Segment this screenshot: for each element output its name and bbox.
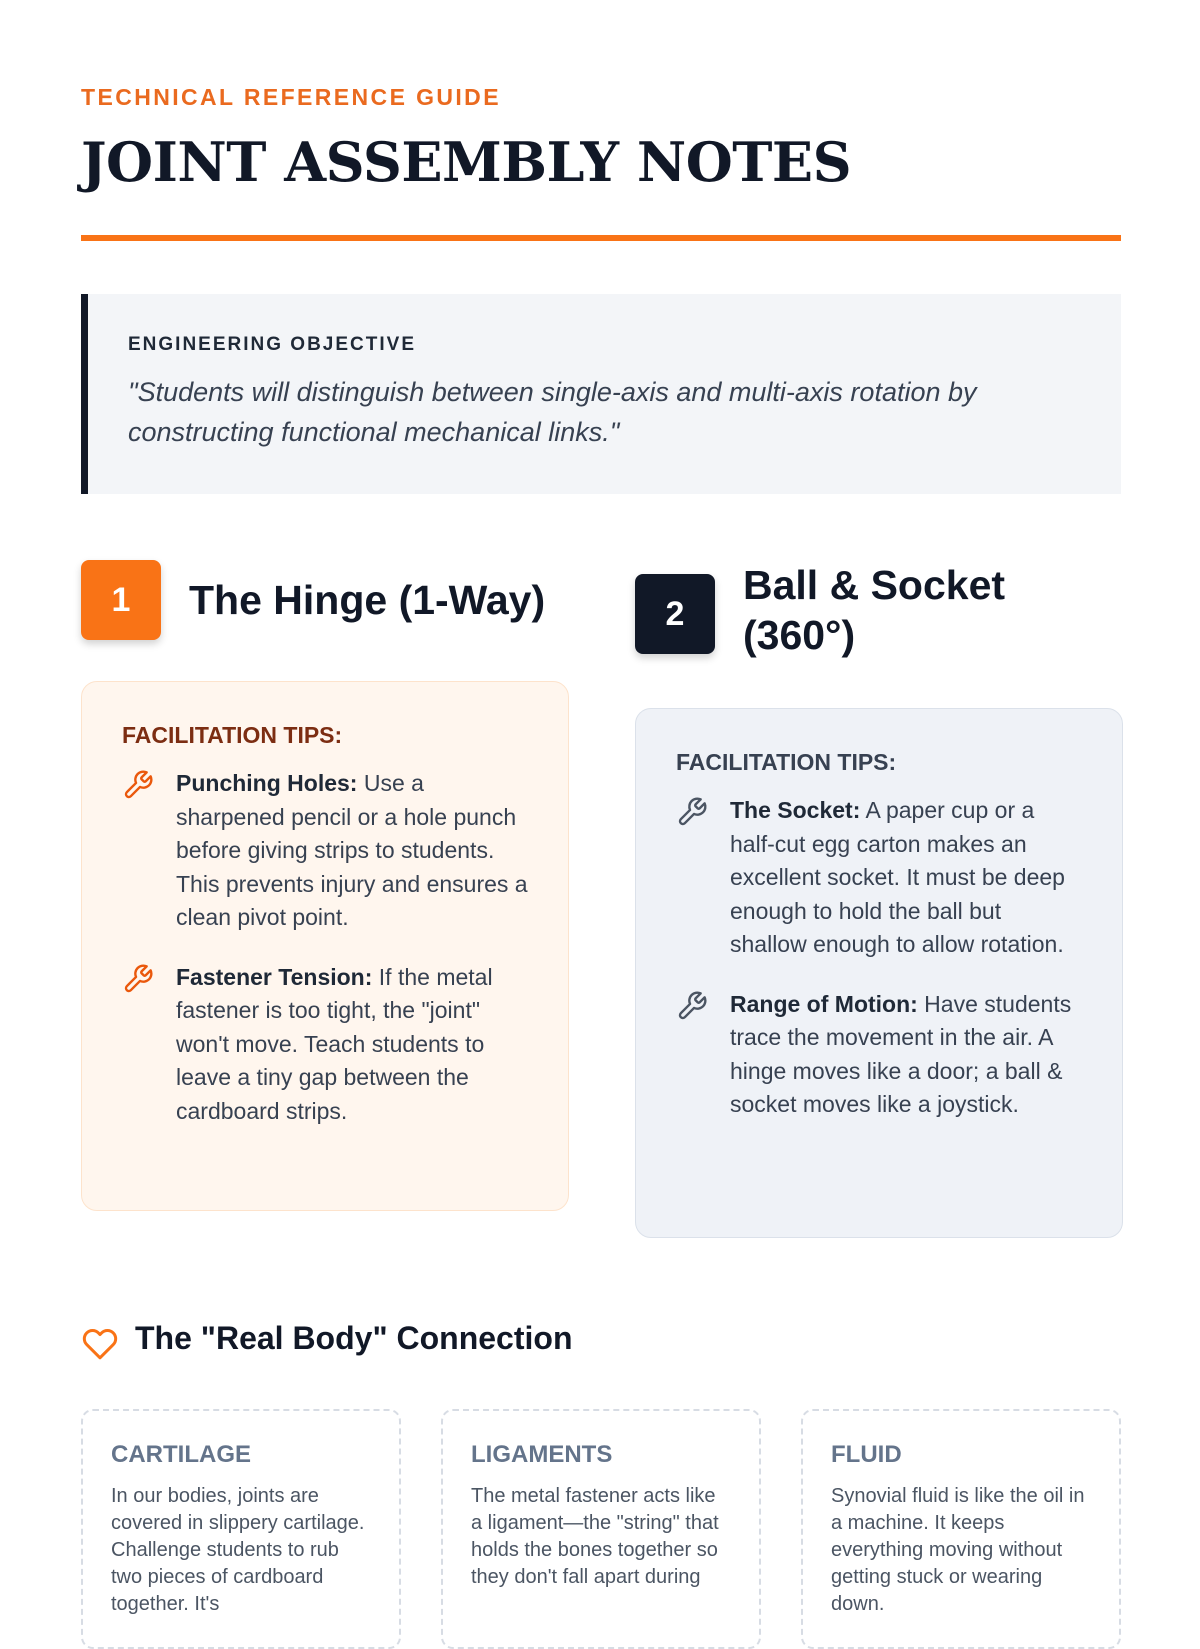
step-number-badge: 1 — [81, 560, 161, 640]
card-title: LIGAMENTS — [471, 1441, 613, 1468]
wrench-icon — [122, 769, 154, 801]
objective-quote: "Students will distinguish between single-axis and multi-axis rotation by constructing functional mechanical links." — [128, 377, 977, 447]
step-title: The Hinge (1-Way) — [189, 577, 546, 623]
card-text: Synovial fluid is like the oil in a machine. It keeps everything moving without getting stuck or wearing down. — [831, 1485, 1085, 1615]
step-ball-socket — [635, 560, 1123, 1117]
tip-item — [676, 988, 1082, 1122]
tip-body: A paper cup or a half-cut egg carton makes an excellent socket. It must be deep enough to hold the ball but shallow enough to allow rotation. — [730, 797, 1065, 957]
wrench-icon — [676, 796, 708, 828]
tip-label: Punching Holes: — [176, 770, 358, 796]
tip-text — [176, 961, 528, 1129]
tip-body: Have students trace the movement in the air. A hinge moves like a door; a ball & socket moves like a joystick. — [730, 990, 1072, 1117]
facilitation-tips-box — [635, 708, 1123, 1238]
card-cartilage — [81, 1409, 401, 1649]
tip-label: Range of Motion: — [730, 990, 918, 1017]
step-title: Ball & Socket (360°) — [743, 562, 1006, 658]
tip-text — [176, 767, 528, 935]
card-text: In our bodies, joints are covered in slippery cartilage. Challenge students to rub two pieces of cardboard together. It's — [111, 1485, 365, 1615]
step-hinge — [81, 560, 569, 1124]
wrench-icon — [122, 963, 154, 995]
objective-label: ENGINEERING OBJECTIVE — [128, 334, 416, 355]
facilitation-tips-box — [81, 681, 569, 1211]
page-title: JOINT ASSEMBLY NOTES — [81, 130, 852, 194]
eyebrow-label: TECHNICAL REFERENCE GUIDE — [81, 84, 501, 110]
card-text: The metal fastener acts like a ligament—the "string" that holds the bones together so they don't fall apart during — [471, 1485, 719, 1588]
connection-header — [81, 1318, 1121, 1368]
tip-body: Use a sharpened pencil or a hole punch before giving strips to students. This prevents injury and ensures a clean pivot point. — [176, 770, 528, 930]
card-ligaments — [441, 1409, 761, 1649]
card-title: CARTILAGE — [111, 1441, 251, 1468]
step-header — [635, 560, 1123, 710]
heart-icon — [81, 1326, 119, 1362]
title-divider — [81, 235, 1121, 241]
tips-title: FACILITATION TIPS: — [676, 749, 897, 775]
wrench-icon — [676, 990, 708, 1022]
card-fluid — [801, 1409, 1121, 1649]
card-title: FLUID — [831, 1441, 902, 1468]
objective-callout — [81, 294, 1121, 494]
tips-title: FACILITATION TIPS: — [122, 722, 343, 748]
tip-item — [122, 961, 528, 1129]
connection-cards — [81, 1409, 1121, 1629]
tip-text — [730, 794, 1082, 962]
connection-title: The "Real Body" Connection — [135, 1320, 573, 1356]
step-number-badge: 2 — [635, 574, 715, 654]
tip-text — [730, 988, 1082, 1122]
tip-item — [676, 794, 1082, 962]
tip-body: If the metal fastener is too tight, the "joint" won't move. Teach students to leave a tiny gap between the cardboard strips. — [176, 963, 493, 1124]
tip-label: Fastener Tension: — [176, 963, 373, 990]
tip-label: The Socket: — [730, 797, 861, 823]
tip-item — [122, 767, 528, 935]
